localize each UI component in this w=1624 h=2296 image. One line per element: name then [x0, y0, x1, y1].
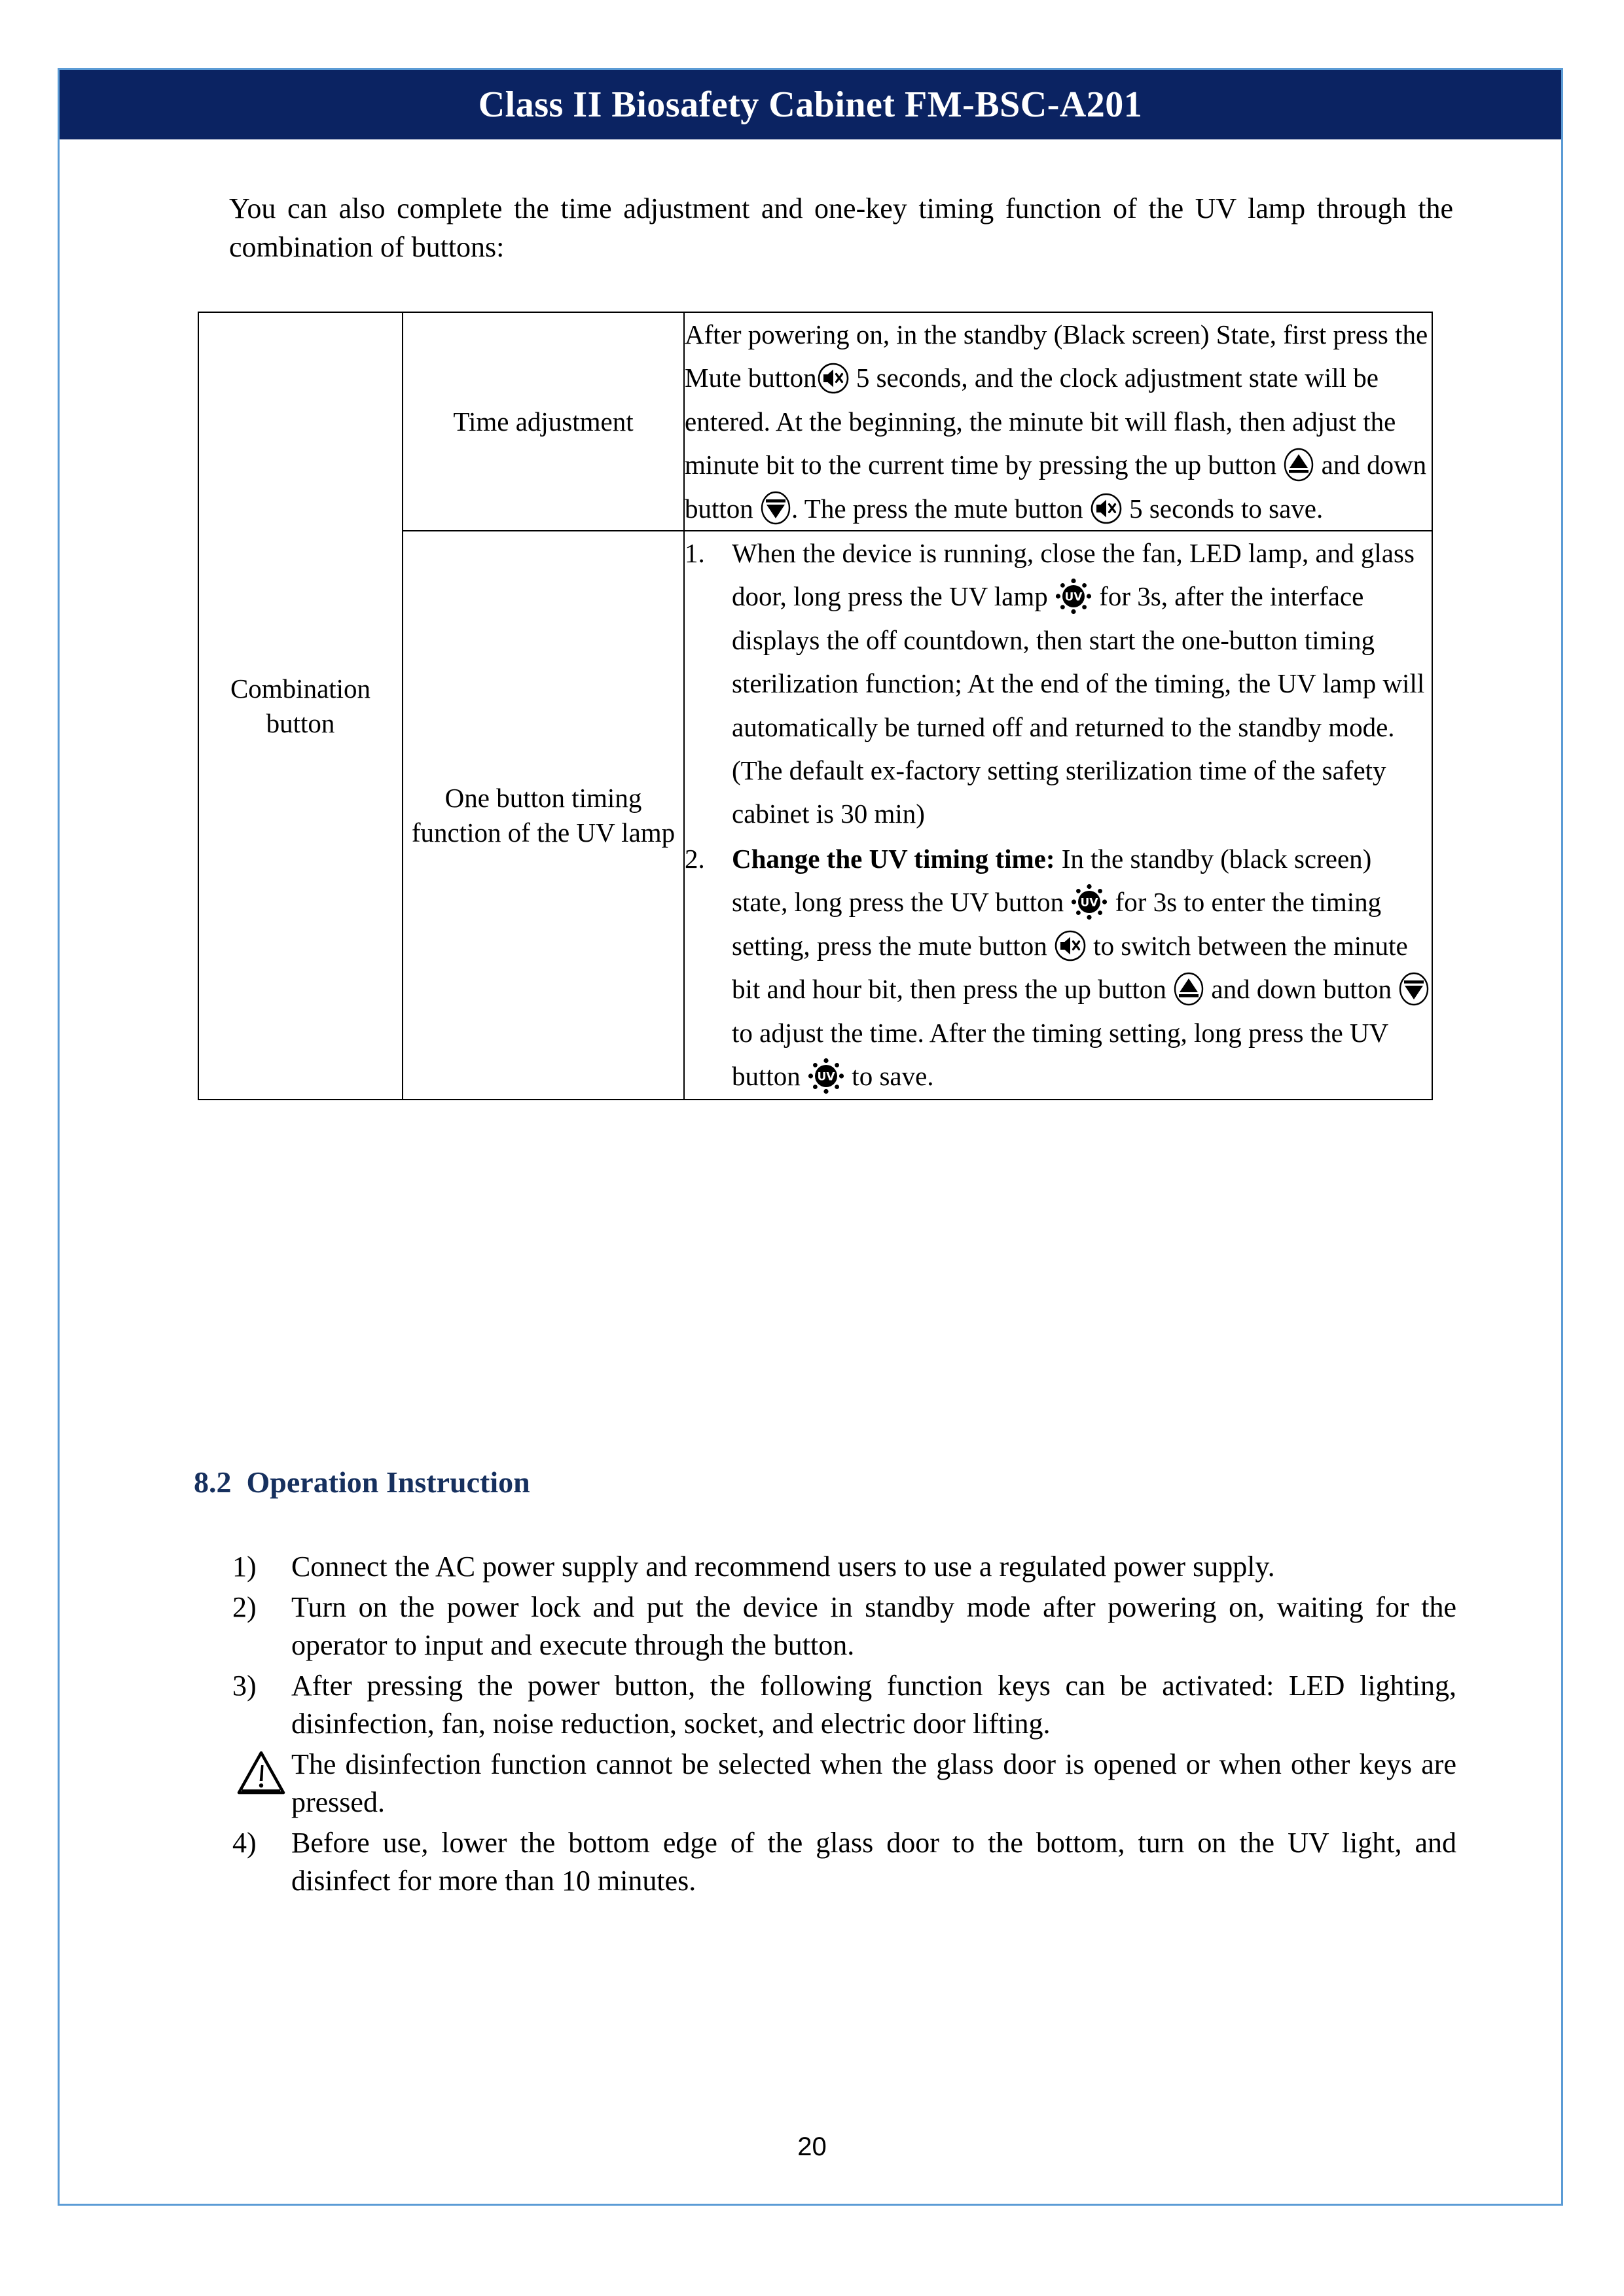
table-cell-combination-button: Combination button	[198, 312, 403, 1100]
timing-item1-text-b: for 3s, after the interface displays the off countdown, then start the one-button timing sterilization function; At the end of the timing, the UV lamp will automatically be turned off and returned to the standby mode. (The default ex-factory setting sterilization time of the safety cabinet is 30 min)	[732, 581, 1425, 829]
uv-icon	[1070, 883, 1108, 921]
list-item-text: After pressing the power button, the following function keys can be activated: LED lighting, disinfection, fan, noise reduction, socket, and electric door lifting.	[291, 1669, 1456, 1740]
list-item-number: 2.	[685, 843, 705, 874]
list-item-text: Before use, lower the bottom edge of the glass door to the bottom, turn on the UV light, and disinfect for more than 10 minutes.	[291, 1826, 1456, 1897]
timing-item2-text-c: to switch between the minute bit and hour bit, then press the up button	[732, 930, 1408, 1005]
list-item	[232, 1548, 1456, 1587]
table-row	[198, 312, 1432, 531]
timing-item1-text-a: When the device is running, close the fan, LED lamp, and glass door, long press the UV lamp	[732, 538, 1415, 612]
page-title: Class II Biosafety Cabinet FM-BSC-A201	[478, 84, 1143, 125]
timing-item2-text-d: and down button	[1211, 974, 1392, 1005]
operation-instruction-list	[232, 1548, 1456, 1903]
list-item-text: Connect the AC power supply and recommend users to use a regulated power supply.	[291, 1551, 1275, 1583]
svg-text:UV: UV	[1080, 896, 1098, 910]
time-adj-text-5: 5 seconds to save.	[1129, 493, 1324, 524]
combination-button-table	[198, 312, 1433, 1100]
uv-icon	[1055, 577, 1092, 615]
intro-paragraph: You can also complete the time adjustment and one-key timing function of the UV lamp through the combination of buttons:	[229, 192, 1453, 263]
timing-item2-text-b: for 3s to enter the timing setting, press the mute button	[732, 887, 1382, 961]
up-button-icon	[1173, 972, 1204, 1006]
page-number: 20	[797, 2132, 827, 2161]
list-item-text: Turn on the power lock and put the device in standby mode after powering on, waiting for the operator to input and execute through the button.	[291, 1590, 1456, 1662]
list-item	[685, 837, 1432, 1098]
document-header-band	[60, 70, 1561, 139]
timing-item2-bold-lead: Change the UV timing time:	[732, 843, 1055, 874]
svg-text:UV: UV	[1064, 590, 1083, 604]
list-item	[685, 531, 1432, 836]
mute-icon	[817, 362, 850, 395]
table-cell-one-button-timing-label: One button timing function of the UV lamp	[403, 531, 684, 1100]
table-cell-one-button-timing-desc	[684, 531, 1432, 1100]
time-adjustment-description	[685, 313, 1432, 530]
warning-note	[232, 1746, 1456, 1822]
warning-note-text: The disinfection function cannot be selected when the glass door is opened or when other keys are pressed.	[291, 1748, 1456, 1819]
mute-icon	[1054, 929, 1087, 962]
warning-triangle-glyph	[236, 1749, 287, 1797]
down-button-icon	[1398, 972, 1430, 1006]
warning-triangle-icon	[236, 1749, 287, 1799]
list-item	[232, 1588, 1456, 1665]
uv-icon	[807, 1057, 845, 1095]
section-heading-8-2: 8.2 Operation Instruction	[194, 1465, 530, 1499]
time-adj-text-2: 5 seconds, and the clock adjustment state will be entered. At the beginning, the minute bit will flash, then adjust the minute bit to the current time by pressing the up button	[685, 363, 1396, 480]
timing-item2-text-f: to save.	[852, 1060, 934, 1091]
time-adj-text-3: and down button	[685, 450, 1427, 524]
content-area	[229, 190, 1453, 291]
list-item-number: 3)	[232, 1669, 257, 1702]
timing-item2-text-e: to adjust the time. After the timing setting, long press the UV button	[732, 1017, 1388, 1091]
timing-function-list	[685, 531, 1432, 1098]
table-cell-time-adjustment-desc	[684, 312, 1432, 531]
time-adj-text-4: . The press the mute button	[791, 493, 1083, 524]
list-item	[232, 1824, 1456, 1901]
list-item	[232, 1667, 1456, 1744]
list-item-number: 2)	[232, 1590, 257, 1623]
table-cell-time-adjustment-label: Time adjustment	[403, 312, 684, 531]
svg-text:UV: UV	[817, 1070, 835, 1084]
list-item-number: 4)	[232, 1826, 257, 1859]
mute-icon	[1090, 492, 1123, 525]
timing-item2-text-a: In the standby (black screen) state, long press the UV button	[732, 843, 1372, 918]
time-adj-text-1: After powering on, in the standby (Black screen) State, first press the Mute button	[685, 319, 1428, 393]
list-item-number: 1.	[685, 538, 705, 569]
down-button-icon	[760, 491, 791, 525]
up-button-icon	[1283, 448, 1314, 482]
list-item-number: 1)	[232, 1551, 257, 1583]
